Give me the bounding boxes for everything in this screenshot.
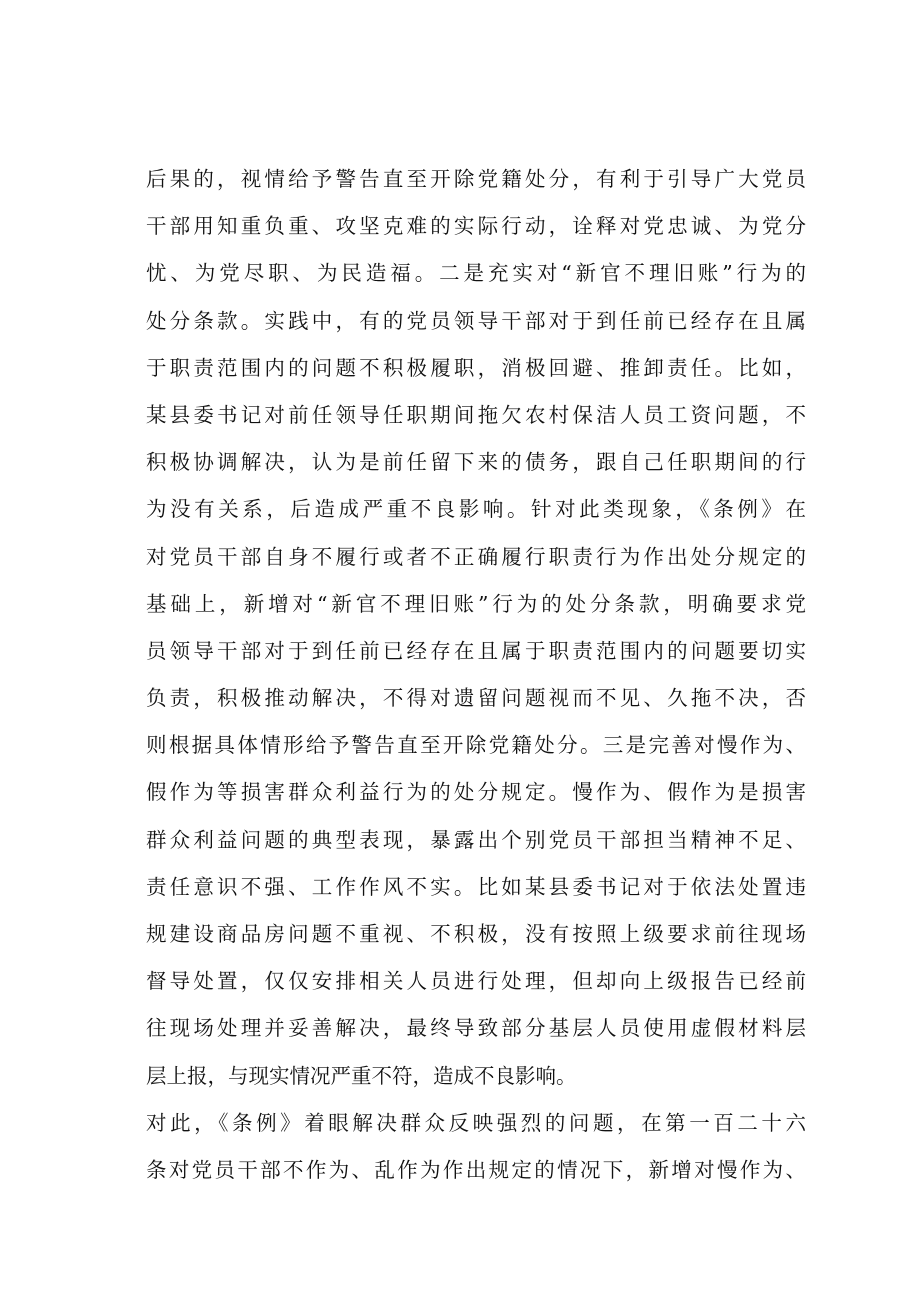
text-line: 责任意识不强、工作作风不实。比如某县委书记对于依法处置违: [146, 874, 806, 899]
text-line: 往现场处理并妥善解决，最终导致部分基层人员使用虚假材料层: [146, 1016, 806, 1041]
text-line: 群众利益问题的典型表现，暴露出个别党员干部担当精神不足、: [146, 827, 806, 852]
text-line: 员领导干部对于到任前已经存在且属于职责范围内的问题要切实: [146, 638, 806, 663]
text-line: 层上报，与现实情况严重不符，造成不良影响。: [146, 1063, 577, 1088]
text-line: 后果的，视情给予警告直至开除党籍处分，有利于引导广大党员: [146, 167, 806, 191]
text-line: 则根据具体情形给予警告直至开除党籍处分。三是完善对慢作为、: [146, 733, 806, 758]
text-line: 积极协调解决，认为是前任留下来的债务，跟自己任职期间的行: [146, 450, 806, 475]
text-line: 干部用知重负重、攻坚克难的实际行动，诠释对党忠诚、为党分: [146, 214, 806, 239]
text-line: 对党员干部自身不履行或者不正确履行职责行为作出处分规定的: [146, 544, 806, 569]
text-line: 忧、为党尽职、为民造福。二是充实对“新官不理旧账”行为的: [146, 261, 806, 286]
text-line: 某县委书记对前任领导任职期间拖欠农村保洁人员工资问题，不: [146, 402, 806, 427]
text-line: 于职责范围内的问题不积极履职，消极回避、推卸责任。比如，: [146, 355, 806, 380]
text-line: 对此，《条例》着眼解决群众反映强烈的问题，在第一百二十六: [146, 1110, 806, 1135]
body-text: [146, 156, 826, 1194]
text-line: 条对党员干部不作为、乱作为作出规定的情况下，新增对慢作为、: [146, 1157, 806, 1182]
text-line: 督导处置，仅仅安排相关人员进行处理，但却向上级报告已经前: [146, 969, 806, 994]
text-line: 基础上，新增对“新官不理旧账”行为的处分条款，明确要求党: [146, 591, 806, 616]
text-line: 处分条款。实践中，有的党员领导干部对于到任前已经存在且属: [146, 308, 806, 333]
text-line: 规建设商品房问题不重视、不积极，没有按照上级要求前往现场: [146, 922, 806, 946]
text-line: 假作为等损害群众利益行为的处分规定。慢作为、假作为是损害: [146, 780, 806, 805]
text-line: 为没有关系，后造成严重不良影响。针对此类现象，《条例》在: [146, 497, 806, 522]
text-line: 负责，积极推动解决，不得对遗留问题视而不见、久拖不决，否: [146, 686, 806, 711]
